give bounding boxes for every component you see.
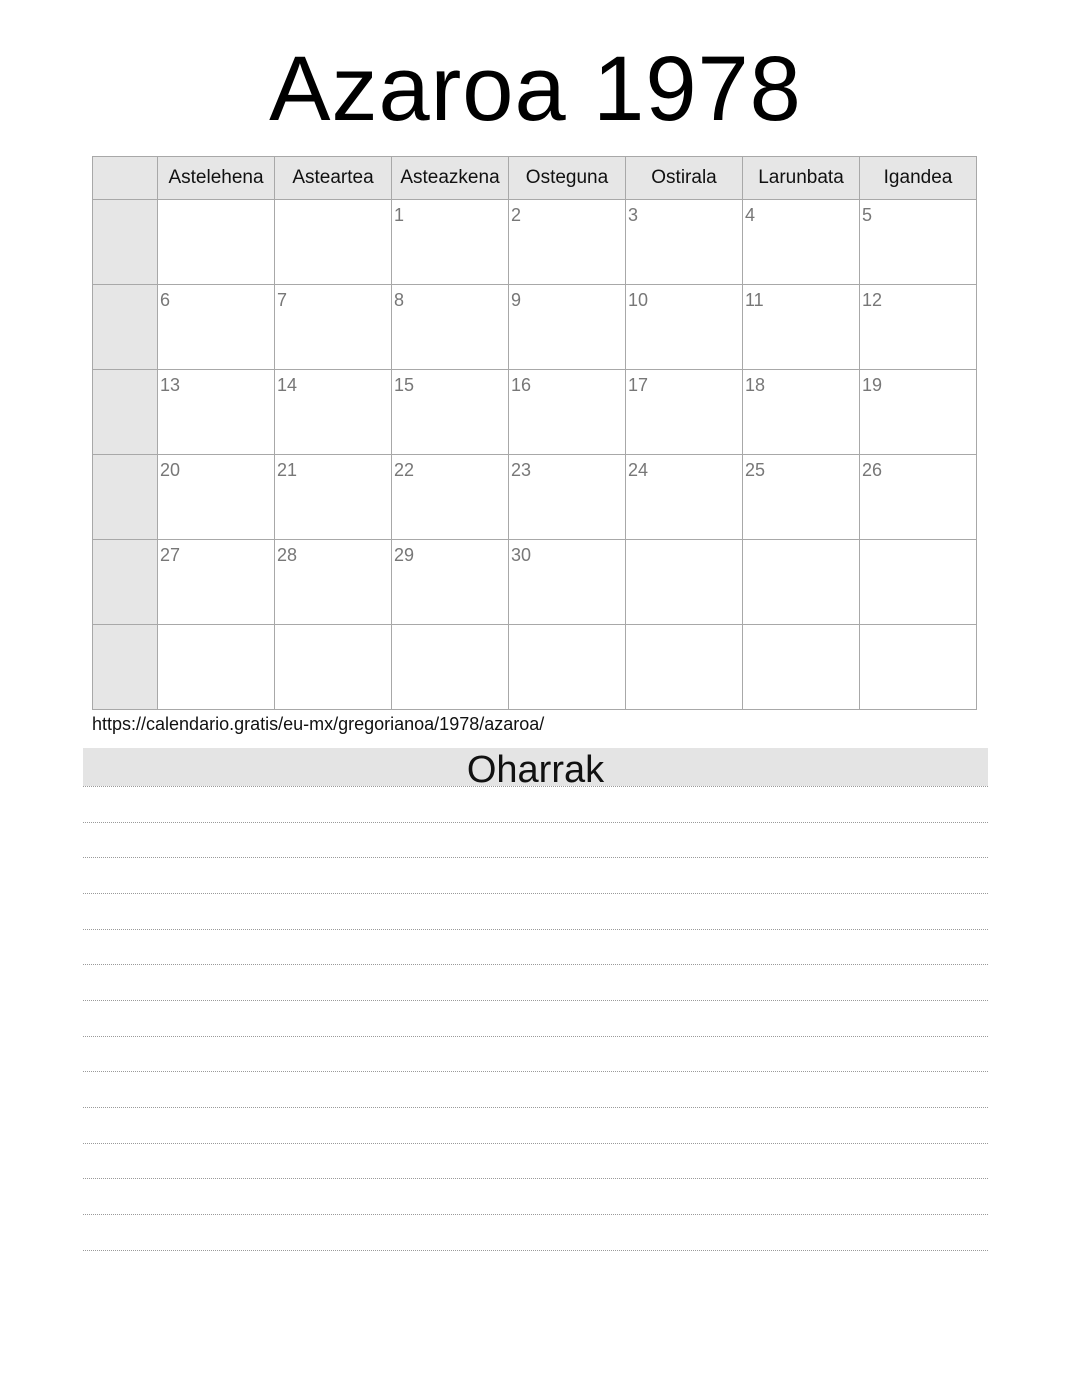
day-cell (275, 200, 392, 285)
weekday-header: Larunbata (743, 157, 860, 200)
day-number: 19 (862, 375, 883, 395)
day-number: 27 (160, 545, 181, 565)
day-number: 2 (511, 205, 522, 225)
day-number: 8 (394, 290, 405, 310)
day-cell (860, 370, 977, 455)
day-cell (158, 540, 275, 625)
note-line (83, 1214, 988, 1215)
day-number: 30 (511, 545, 532, 565)
day-cell (158, 455, 275, 540)
note-line (83, 1107, 988, 1108)
day-number (860, 625, 976, 630)
day-number: 7 (277, 290, 288, 310)
week-row (93, 200, 977, 285)
day-cell (743, 540, 860, 625)
day-cell (626, 540, 743, 625)
day-cell (275, 370, 392, 455)
week-row (93, 370, 977, 455)
day-number: 3 (628, 205, 639, 225)
day-cell (743, 455, 860, 540)
day-cell (158, 200, 275, 285)
weekday-header: Asteazkena (392, 157, 509, 200)
day-cell (158, 370, 275, 455)
note-line (83, 857, 988, 858)
day-cell (860, 455, 977, 540)
day-number: 12 (862, 290, 883, 310)
day-number: 13 (160, 375, 181, 395)
day-number (860, 540, 976, 545)
note-line (83, 786, 988, 787)
day-number: 10 (628, 290, 649, 310)
day-number: 28 (277, 545, 298, 565)
note-line (83, 822, 988, 823)
day-number (743, 625, 859, 630)
note-line (83, 1143, 988, 1144)
day-cell (509, 540, 626, 625)
day-cell (158, 285, 275, 370)
day-number: 14 (277, 375, 298, 395)
day-number (626, 540, 742, 545)
week-number-cell (93, 540, 158, 625)
day-cell (392, 540, 509, 625)
day-number: 15 (394, 375, 415, 395)
day-cell (275, 625, 392, 710)
weekday-header: Ostirala (626, 157, 743, 200)
day-number (275, 200, 391, 205)
day-cell (392, 200, 509, 285)
note-line (83, 1071, 988, 1072)
day-cell (392, 370, 509, 455)
weekday-header-row (93, 157, 977, 200)
weekday-header: Osteguna (509, 157, 626, 200)
day-number (626, 625, 742, 630)
notes-title: Oharrak (83, 748, 988, 786)
day-cell (392, 285, 509, 370)
day-number: 29 (394, 545, 415, 565)
day-cell (860, 200, 977, 285)
day-number (158, 200, 274, 205)
day-cell (509, 370, 626, 455)
day-cell (392, 625, 509, 710)
day-cell (626, 370, 743, 455)
day-number (509, 625, 625, 630)
note-line (83, 964, 988, 965)
day-number: 20 (160, 460, 181, 480)
note-line (83, 1250, 988, 1251)
day-cell (509, 200, 626, 285)
day-number: 1 (394, 205, 405, 225)
weekday-header: Igandea (860, 157, 977, 200)
day-number: 11 (745, 290, 764, 310)
day-number: 18 (745, 375, 766, 395)
day-number (392, 625, 508, 630)
day-cell (275, 540, 392, 625)
day-number: 21 (277, 460, 298, 480)
day-cell (743, 370, 860, 455)
day-cell (743, 200, 860, 285)
day-cell (860, 540, 977, 625)
day-cell (509, 285, 626, 370)
source-url: https://calendario.gratis/eu-mx/gregorianoa/1978/azaroa/ (92, 714, 545, 734)
day-number (158, 625, 274, 630)
day-cell (626, 200, 743, 285)
day-number: 17 (628, 375, 649, 395)
day-number: 4 (745, 205, 756, 225)
day-number: 25 (745, 460, 766, 480)
week-row (93, 455, 977, 540)
week-number-header (93, 157, 158, 200)
day-cell (392, 455, 509, 540)
day-cell (626, 285, 743, 370)
day-number: 22 (394, 460, 415, 480)
day-number: 26 (862, 460, 883, 480)
week-row (93, 540, 977, 625)
page-title: Azaroa 1978 (269, 38, 802, 140)
week-number-cell (93, 285, 158, 370)
day-cell (626, 625, 743, 710)
note-line (83, 1036, 988, 1037)
day-cell (626, 455, 743, 540)
weekday-header: Asteartea (275, 157, 392, 200)
note-line (83, 929, 988, 930)
day-cell (860, 625, 977, 710)
day-number: 16 (511, 375, 532, 395)
note-line (83, 893, 988, 894)
week-number-cell (93, 200, 158, 285)
day-cell (743, 285, 860, 370)
day-number: 24 (628, 460, 649, 480)
day-number: 5 (862, 205, 873, 225)
day-cell (509, 625, 626, 710)
day-number: 9 (511, 290, 522, 310)
day-cell (275, 455, 392, 540)
day-cell (275, 285, 392, 370)
day-cell (509, 455, 626, 540)
day-cell (860, 285, 977, 370)
weekday-header: Astelehena (158, 157, 275, 200)
day-cell (158, 625, 275, 710)
week-number-cell (93, 455, 158, 540)
day-number (275, 625, 391, 630)
day-number (743, 540, 859, 545)
week-number-cell (93, 625, 158, 710)
day-number: 23 (511, 460, 532, 480)
day-number: 6 (160, 290, 171, 310)
note-line (83, 1178, 988, 1179)
day-cell (743, 625, 860, 710)
week-row (93, 285, 977, 370)
week-row (93, 625, 977, 710)
month-calendar (92, 156, 977, 710)
note-line (83, 1000, 988, 1001)
week-number-cell (93, 370, 158, 455)
